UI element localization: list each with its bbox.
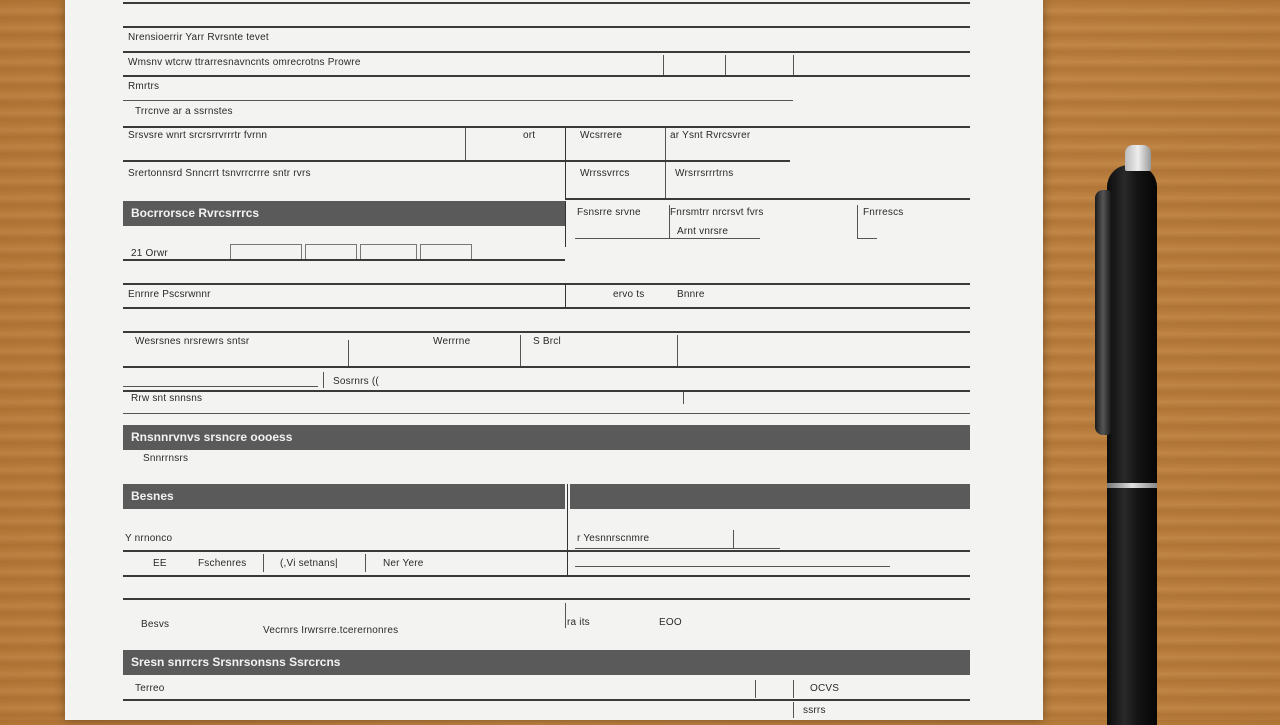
- form-text: Nrensioerrir Yarr Rvrsnte tevet: [128, 32, 269, 43]
- form-text: Sosrnrs ((: [333, 376, 379, 387]
- section-header: Rnsnnrvnvs srsncre oooess: [123, 425, 970, 450]
- rule: [123, 390, 970, 392]
- form-text: Arnt vnrsre: [677, 226, 729, 237]
- form-text: ervo ts: [613, 289, 645, 300]
- pen-clip: [1095, 190, 1111, 435]
- rule: [123, 2, 970, 4]
- form-text: Trrcnve ar a ssrnstes: [135, 106, 233, 117]
- input-box[interactable]: [360, 244, 417, 260]
- form-text: Wrsrrsrrrtrns: [675, 168, 734, 179]
- form-text: Rmrtrs: [128, 81, 160, 92]
- rule: [123, 51, 970, 53]
- form-text: EE: [153, 558, 167, 569]
- form-text: Wcsrrere: [580, 130, 623, 141]
- form-text: Wrrssvrrcs: [580, 168, 630, 179]
- form-text: Fnrsmtrr nrcrsvt fvrs: [670, 207, 764, 218]
- rule: [575, 548, 780, 549]
- rule: [123, 331, 970, 333]
- divider: [263, 554, 264, 572]
- form-text: Srsvsre wnrt srcrsrrvrrrtr fvrnn: [128, 130, 268, 141]
- rule: [123, 75, 970, 77]
- form-text: (,Vi setnans|: [280, 558, 338, 569]
- input-box[interactable]: [230, 244, 302, 260]
- divider: [669, 205, 670, 238]
- form-text: Ner Yere: [383, 558, 424, 569]
- divider: [565, 201, 566, 247]
- rule: [575, 238, 760, 239]
- form-text: Fnrrescs: [863, 207, 904, 218]
- rule: [123, 366, 970, 368]
- section-header-blank: [570, 484, 970, 509]
- form-text: Snnrrnsrs: [143, 453, 189, 464]
- divider: [857, 205, 858, 238]
- divider: [365, 554, 366, 572]
- divider: [663, 55, 664, 75]
- divider: [793, 702, 794, 718]
- rule: [575, 566, 890, 567]
- section-header: Sresn snrrcrs Srsnrsonsns Ssrcrcns: [123, 650, 970, 675]
- rule: [857, 238, 877, 239]
- rule: [123, 126, 970, 128]
- form-text: ar Ysnt Rvrcsvrer: [670, 130, 751, 141]
- form-text: Y nrnonco: [125, 533, 173, 544]
- form-text: Terreo: [135, 683, 165, 694]
- section-header: Bocrrorsce Rvrcsrrrcs: [123, 201, 565, 226]
- rule: [123, 259, 565, 261]
- divider: [683, 392, 684, 404]
- form-text: Fschenres: [198, 558, 247, 569]
- divider: [733, 530, 734, 548]
- form-text: EOO: [659, 617, 682, 628]
- pen-ring: [1107, 483, 1157, 488]
- divider: [567, 484, 568, 576]
- form-text: Enrnre Pscsrwnnr: [128, 289, 211, 300]
- form-text: S Brcl: [533, 336, 561, 347]
- form-text: r Yesnnrscnmre: [577, 533, 650, 544]
- form-text: Wmsnv wtcrw ttrarresnavncnts omrecrotns Prowre: [128, 57, 361, 68]
- rule: [123, 100, 793, 101]
- form-text: Rrw snt snnsns: [131, 393, 203, 404]
- form-text: Werrrne: [433, 336, 471, 347]
- divider: [793, 55, 794, 75]
- divider: [520, 335, 521, 366]
- rule: [123, 307, 970, 309]
- divider: [665, 128, 666, 198]
- rule: [123, 413, 970, 414]
- divider: [677, 335, 678, 366]
- pen-cap: [1125, 145, 1151, 171]
- input-box[interactable]: [305, 244, 357, 260]
- form-text: Besvs: [141, 619, 170, 630]
- rule: [123, 598, 970, 600]
- rule: [123, 283, 970, 285]
- form-text: Bnnre: [677, 289, 705, 300]
- divider: [465, 128, 466, 160]
- form-text: OCVS: [810, 683, 840, 694]
- rule: [123, 550, 970, 552]
- divider: [725, 55, 726, 75]
- form-paper: [65, 0, 1043, 720]
- divider: [793, 680, 794, 698]
- input-box[interactable]: [420, 244, 472, 260]
- form-text: ort: [523, 130, 536, 141]
- section-header: Besnes: [123, 484, 565, 509]
- rule: [123, 26, 970, 28]
- pen: [1095, 145, 1170, 720]
- divider: [565, 283, 566, 307]
- form-text: ssrrs: [803, 705, 826, 716]
- rule: [123, 575, 970, 577]
- rule: [123, 386, 318, 387]
- form-text: 21 Orwr: [131, 248, 168, 259]
- divider: [348, 340, 349, 366]
- divider: [565, 603, 566, 628]
- rule: [123, 160, 790, 162]
- pen-body: [1107, 165, 1157, 725]
- rule: [123, 699, 970, 701]
- form-text: ra its: [567, 617, 590, 628]
- form-text: Wesrsnes nrsrewrs sntsr: [135, 336, 250, 347]
- form-text: Srertonnsrd Snncrrt tsnvrrcrrre sntr rvrs: [128, 168, 311, 179]
- divider: [565, 128, 566, 198]
- form-text: Fsnsrre srvne: [577, 207, 641, 218]
- divider: [755, 680, 756, 698]
- divider: [323, 372, 324, 388]
- rule: [565, 198, 970, 200]
- form-text: Vecrnrs Irwrsrre.tcerernonres: [263, 625, 399, 636]
